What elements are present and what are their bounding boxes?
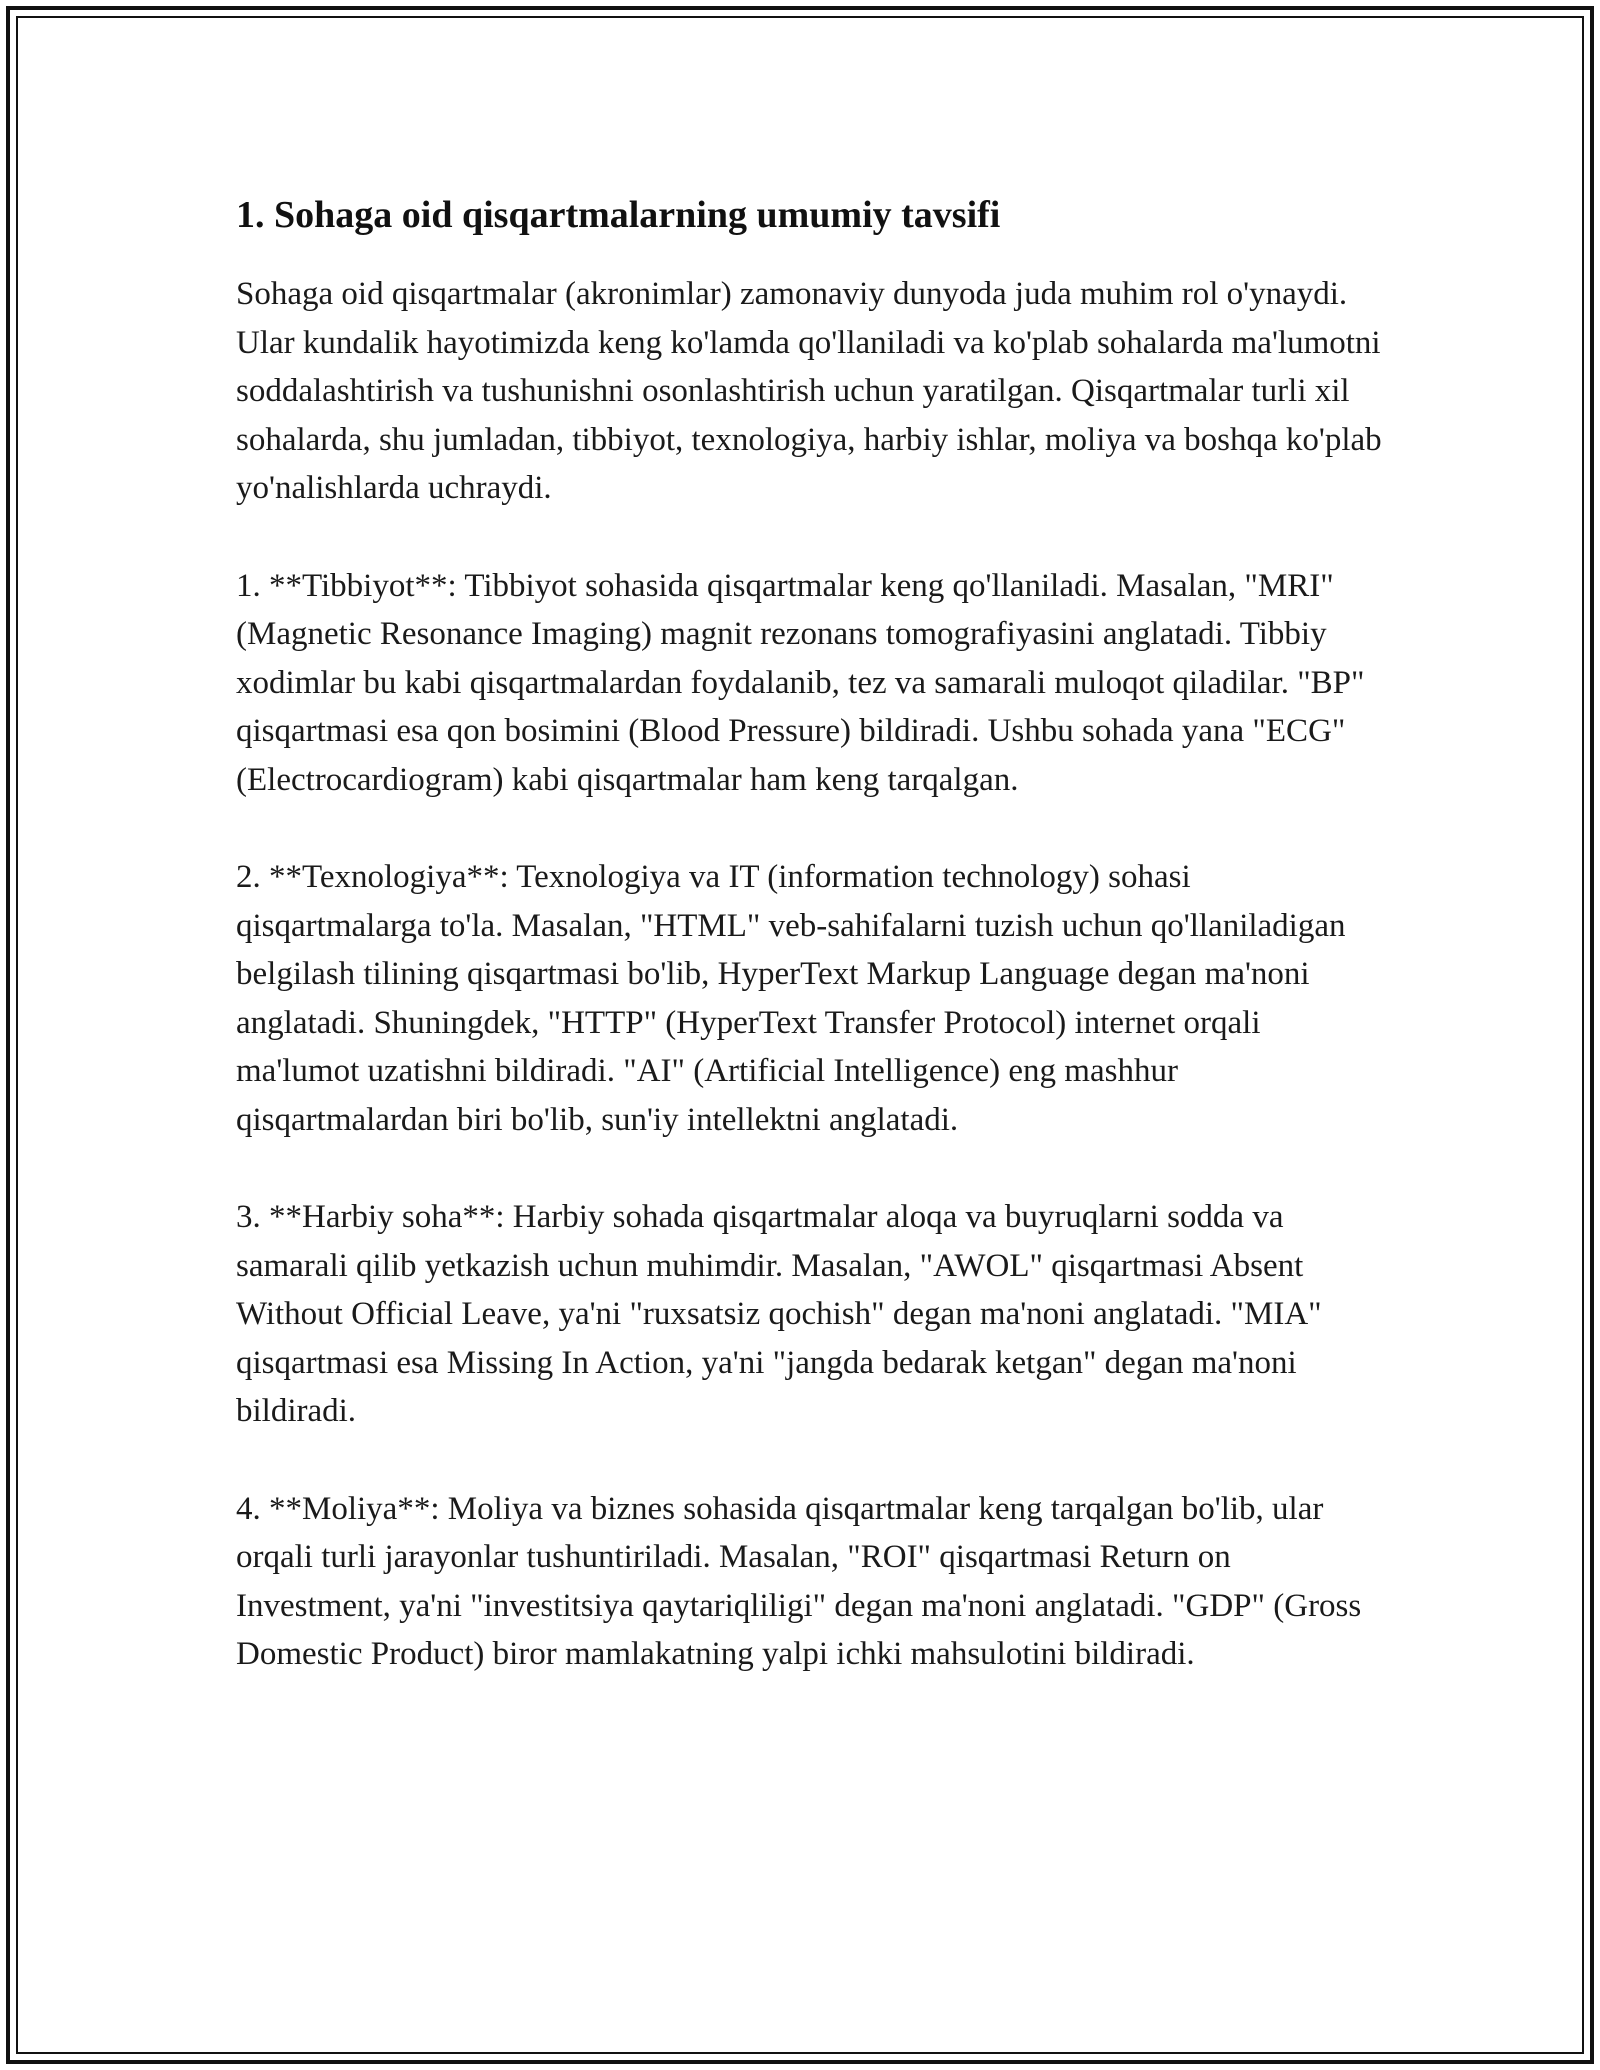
intro-paragraph: Sohaga oid qisqartmalar (akronimlar) zamonaviy dunyoda juda muhim rol o'ynaydi. Ular kundalik hayotimizda keng ko'lamda qo'llaniladi va ko'plab sohalarda ma'lumotni soddalashtirish va tushunishni osonlashtirish uchun yaratilgan. Qisqartmalar turli xil sohalarda, shu jumladan, tibbiyot, texnologiya, harbiy ishlar, moliya va boshqa ko'plab yo'nalishlarda uchraydi. bbox=[236, 276, 1382, 506]
document-body bbox=[236, 190, 1386, 1728]
section-heading: 1. Sohaga oid qisqartmalarning umumiy tavsifi bbox=[236, 194, 1001, 236]
paragraph-technology: 2. **Texnologiya**: Texnologiya va IT (information technology) sohasi qisqartmalarga to'la. Masalan, "HTML" veb-sahifalarni tuzish uchun qo'llaniladigan belgilash tilining qisqartmasi bo'lib, HyperText Markup Language degan ma'noni anglatadi. Shuningdek, "HTTP" (HyperText Transfer Protocol) internet orqali ma'lumot uzatishni bildiradi. "AI" (Artificial Intelligence) eng mashhur qisqartmalardan biri bo'lib, sun'iy intellektni anglatadi. bbox=[236, 859, 1346, 1138]
paragraph-medicine: 1. **Tibbiyot**: Tibbiyot sohasida qisqartmalar keng qo'llaniladi. Masalan, "MRI" (Magnetic Resonance Imaging) magnit rezonans tomografiyasini anglatadi. Tibbiy xodimlar bu kabi qisqartmalardan foydalanib, tez va samarali muloqot qiladilar. "BP" qisqartmasi esa qon bosimini (Blood Pressure) bildiradi. Ushbu sohada yana "ECG" (Electrocardiogram) kabi qisqartmalar ham keng tarqalgan. bbox=[236, 567, 1365, 798]
paragraph-military: 3. **Harbiy soha**: Harbiy sohada qisqartmalar aloqa va buyruqlarni sodda va samarali qilib yetkazish uchun muhimdir. Masalan, "AWOL" qisqartmasi Absent Without Official Leave, ya'ni "ruxsatsiz qochish" degan ma'noni anglatadi. "MIA" qisqartmasi esa Missing In Action, ya'ni "jangda bedarak ketgan" degan ma'noni bildiradi. bbox=[236, 1199, 1322, 1429]
paragraph-finance: 4. **Moliya**: Moliya va biznes sohasida qisqartmalar keng tarqalgan bo'lib, ular orqali turli jarayonlar tushuntiriladi. Masalan, "ROI" qisqartmasi Return on Investment, ya'ni "investitsiya qaytariqliligi" degan ma'noni anglatadi. "GDP" (Gross Domestic Product) biror mamlakatning yalpi ichki mahsulotini bildiradi. bbox=[236, 1490, 1362, 1672]
